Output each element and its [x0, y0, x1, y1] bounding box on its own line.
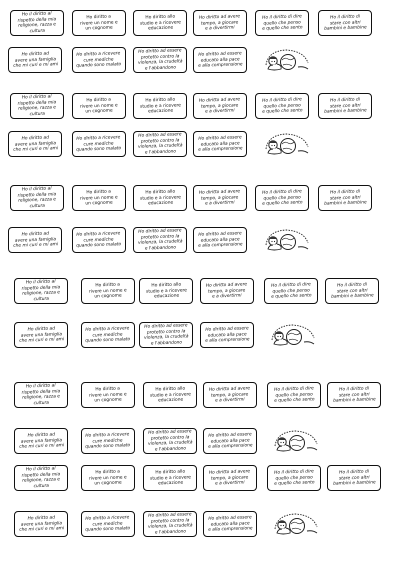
right-card: [81, 511, 135, 537]
right-card: [203, 465, 257, 491]
right-card-text: Ho diritto a rivere un nome e un cognome: [89, 386, 127, 404]
right-card-text: Ho diritto ad avere una famiglia che mi curi e mi ami: [18, 515, 64, 533]
right-card-text: Ho diritto ad essere protetto contro la violenza, la crudeltà e l'abbandono: [137, 228, 183, 252]
right-card-text: Ho diritto ad avere una famiglia che mi curi e mi ami: [18, 432, 64, 450]
right-card-text: Ho diritto ad essere protetto contro la violenza, la crudeltà e l'abbandono: [137, 48, 183, 72]
right-card: [14, 382, 68, 408]
right-card-text: Ho il diritto di dire quello che penso e quello che sento: [270, 281, 312, 300]
right-card-text: Ho il diritto di dire quello che penso e quello che sento: [261, 188, 303, 207]
right-card-text: Ho il diritto di stare con altri bambini e bambine: [330, 282, 374, 300]
right-card-text: Ho diritto allo studio e a ricevere educazione: [149, 386, 191, 404]
right-card-text: Ho diritto allo studio e a ricevere educazione: [145, 282, 187, 300]
right-card: [325, 278, 379, 304]
right-card-text: Ho diritto a ricevere cure mediche quando sono malato: [76, 50, 122, 69]
right-card-text: Ho diritto ad avere una famiglia che mi curi e mi ami: [12, 231, 58, 249]
child-with-globe-icon: [267, 425, 327, 455]
right-card-text: Ho il diritto di stare con altri bambini e bambine: [323, 14, 367, 32]
right-card: [193, 10, 247, 36]
right-card: [14, 322, 68, 348]
right-card: [255, 10, 309, 36]
right-card: [133, 93, 187, 119]
right-card: [255, 93, 309, 119]
right-card-text: Ho il diritto di dire quello che penso e quello che sento: [261, 13, 303, 32]
right-card: [143, 428, 197, 454]
right-card: [72, 93, 126, 119]
right-card: [81, 465, 135, 491]
right-card: [318, 10, 372, 36]
child-with-globe-icon: [267, 508, 327, 538]
right-card: [193, 47, 247, 73]
right-card-text: Ho il diritto di stare con altri bambini e bambine: [323, 189, 367, 207]
right-card-text: Ho diritto ad avere tempo, a giocare e a divertirmi: [199, 188, 241, 207]
right-card-text: Ho diritto a rivere un nome e un cognome: [89, 282, 127, 300]
child-with-globe-icon: [258, 128, 318, 158]
right-card-text: Ho il diritto al rispetto della mia religione, razza e cultura: [21, 466, 61, 489]
right-card: [133, 131, 187, 157]
right-card: [193, 93, 247, 119]
right-card: [318, 185, 372, 211]
right-card: [133, 185, 187, 211]
right-card-text: Ho il diritto al rispetto della mia religione, razza e cultura: [21, 279, 61, 302]
right-card: [72, 131, 126, 157]
right-card-text: Ho diritto ad avere tempo, a giocare e a divertirmi: [209, 468, 251, 487]
right-card: [318, 93, 372, 119]
right-card-text: Ho diritto a rivere un nome e un cognome: [80, 14, 118, 32]
right-card: [14, 278, 68, 304]
right-card: [133, 47, 187, 73]
right-card-text: Ho diritto ad essere protetto contro la violenza, la crudeltà e l'abbandono: [137, 132, 183, 156]
right-card-text: Ho diritto ad avere una famiglia che mi curi e mi ami: [18, 326, 64, 344]
right-card: [10, 93, 64, 119]
child-with-globe-icon: [258, 44, 318, 74]
right-card: [133, 10, 187, 36]
right-card-text: Ho il diritto al rispetto della mia religione, razza e cultura: [17, 11, 57, 34]
right-card: [81, 428, 135, 454]
right-card: [143, 465, 197, 491]
right-card-text: Ho diritto allo studio e a ricevere educazione: [149, 469, 191, 487]
right-card-text: Ho diritto a ricevere cure mediche quando sono malato: [85, 325, 131, 344]
right-card-text: Ho diritto ad avere tempo, a giocare e a divertirmi: [206, 281, 248, 300]
right-card: [72, 47, 126, 73]
right-card: [14, 465, 68, 491]
right-card-text: Ho il diritto al rispetto della mia religione, razza e cultura: [17, 186, 57, 209]
right-card: [200, 322, 254, 348]
right-card: [8, 227, 62, 253]
right-card: [139, 322, 193, 348]
right-card-text: Ho diritto ad avere tempo, a giocare e a divertirmi: [199, 13, 241, 32]
right-card: [203, 382, 257, 408]
right-card-text: Ho il diritto di dire quello che penso e quello che sento: [273, 385, 315, 404]
right-card-text: Ho diritto a rivere un nome e un cognome: [80, 97, 118, 115]
right-card: [72, 227, 126, 253]
right-card-text: Ho diritto ad avere tempo, a giocare e a divertirmi: [199, 96, 241, 115]
right-card-text: Ho diritto ad essere protetto contro la violenza, la crudeltà e l'abbandono: [147, 429, 193, 453]
right-card-text: Ho il diritto di stare con altri bambini e bambine: [323, 97, 367, 115]
right-card: [267, 465, 321, 491]
right-card-text: Ho diritto ad essere educato alla pace e alla comprensione: [207, 514, 253, 533]
right-card: [203, 511, 257, 537]
right-card-text: Ho il diritto di stare con altri bambini e bambine: [332, 386, 376, 404]
right-card-text: Ho diritto a rivere un nome e un cognome: [89, 469, 127, 487]
right-card: [8, 47, 62, 73]
right-card: [8, 131, 62, 157]
right-card-text: Ho diritto ad essere educato alla pace e alla comprensione: [207, 431, 253, 450]
right-card-text: Ho diritto allo studio e a ricevere educazione: [139, 189, 181, 207]
right-card: [81, 278, 135, 304]
right-card: [143, 511, 197, 537]
right-card: [81, 322, 135, 348]
right-card-text: Ho il diritto di dire quello che penso e quello che sento: [273, 468, 315, 487]
right-card: [81, 382, 135, 408]
right-card: [143, 382, 197, 408]
right-card: [14, 511, 68, 537]
right-card: [200, 278, 254, 304]
right-card-text: Ho diritto a ricevere cure mediche quando sono malato: [76, 134, 122, 153]
right-card: [264, 278, 318, 304]
right-card: [193, 227, 247, 253]
child-with-globe-icon: [264, 319, 324, 349]
right-card-text: Ho il diritto al rispetto della mia religione, razza e cultura: [21, 383, 61, 406]
right-card-text: Ho diritto a ricevere cure mediche quando sono malato: [85, 514, 131, 533]
right-card-text: Ho diritto ad essere educato alla pace e alla comprensione: [204, 325, 250, 344]
right-card-text: Ho diritto ad avere una famiglia che mi curi e mi ami: [12, 51, 58, 69]
right-card: [10, 10, 64, 36]
child-with-globe-icon: [258, 224, 318, 254]
right-card: [133, 227, 187, 253]
right-card: [139, 278, 193, 304]
right-card-text: Ho diritto a ricevere cure mediche quando sono malato: [76, 230, 122, 249]
right-card-text: Ho diritto a ricevere cure mediche quando sono malato: [85, 431, 131, 450]
right-card-text: Ho diritto ad essere educato alla pace e alla comprensione: [197, 50, 243, 69]
right-card: [203, 428, 257, 454]
right-card-text: Ho diritto ad essere protetto contro la violenza, la crudeltà e l'abbandono: [143, 323, 189, 347]
right-card: [327, 382, 381, 408]
right-card: [72, 185, 126, 211]
right-card: [327, 465, 381, 491]
right-card-text: Ho il diritto di stare con altri bambini e bambine: [332, 469, 376, 487]
right-card-text: Ho diritto allo studio e a ricevere educazione: [139, 14, 181, 32]
right-card: [72, 10, 126, 36]
right-card: [10, 185, 64, 211]
right-card-text: Ho il diritto al rispetto della mia religione, razza e cultura: [17, 94, 57, 117]
right-card-text: Ho diritto ad essere educato alla pace e alla comprensione: [197, 134, 243, 153]
right-card-text: Ho il diritto di dire quello che penso e quello che sento: [261, 96, 303, 115]
right-card-text: Ho diritto ad essere educato alla pace e alla comprensione: [197, 230, 243, 249]
right-card-text: Ho diritto ad avere tempo, a giocare e a divertirmi: [209, 385, 251, 404]
right-card-text: Ho diritto a rivere un nome e un cognome: [80, 189, 118, 207]
right-card-text: Ho diritto ad avere una famiglia che mi curi e mi ami: [12, 135, 58, 153]
right-card-text: Ho diritto allo studio e a ricevere educazione: [139, 97, 181, 115]
right-card: [255, 185, 309, 211]
right-card: [267, 382, 321, 408]
right-card: [193, 131, 247, 157]
right-card-text: Ho diritto ad essere protetto contro la violenza, la crudeltà e l'abbandono: [147, 512, 193, 536]
right-card: [14, 428, 68, 454]
right-card: [193, 185, 247, 211]
